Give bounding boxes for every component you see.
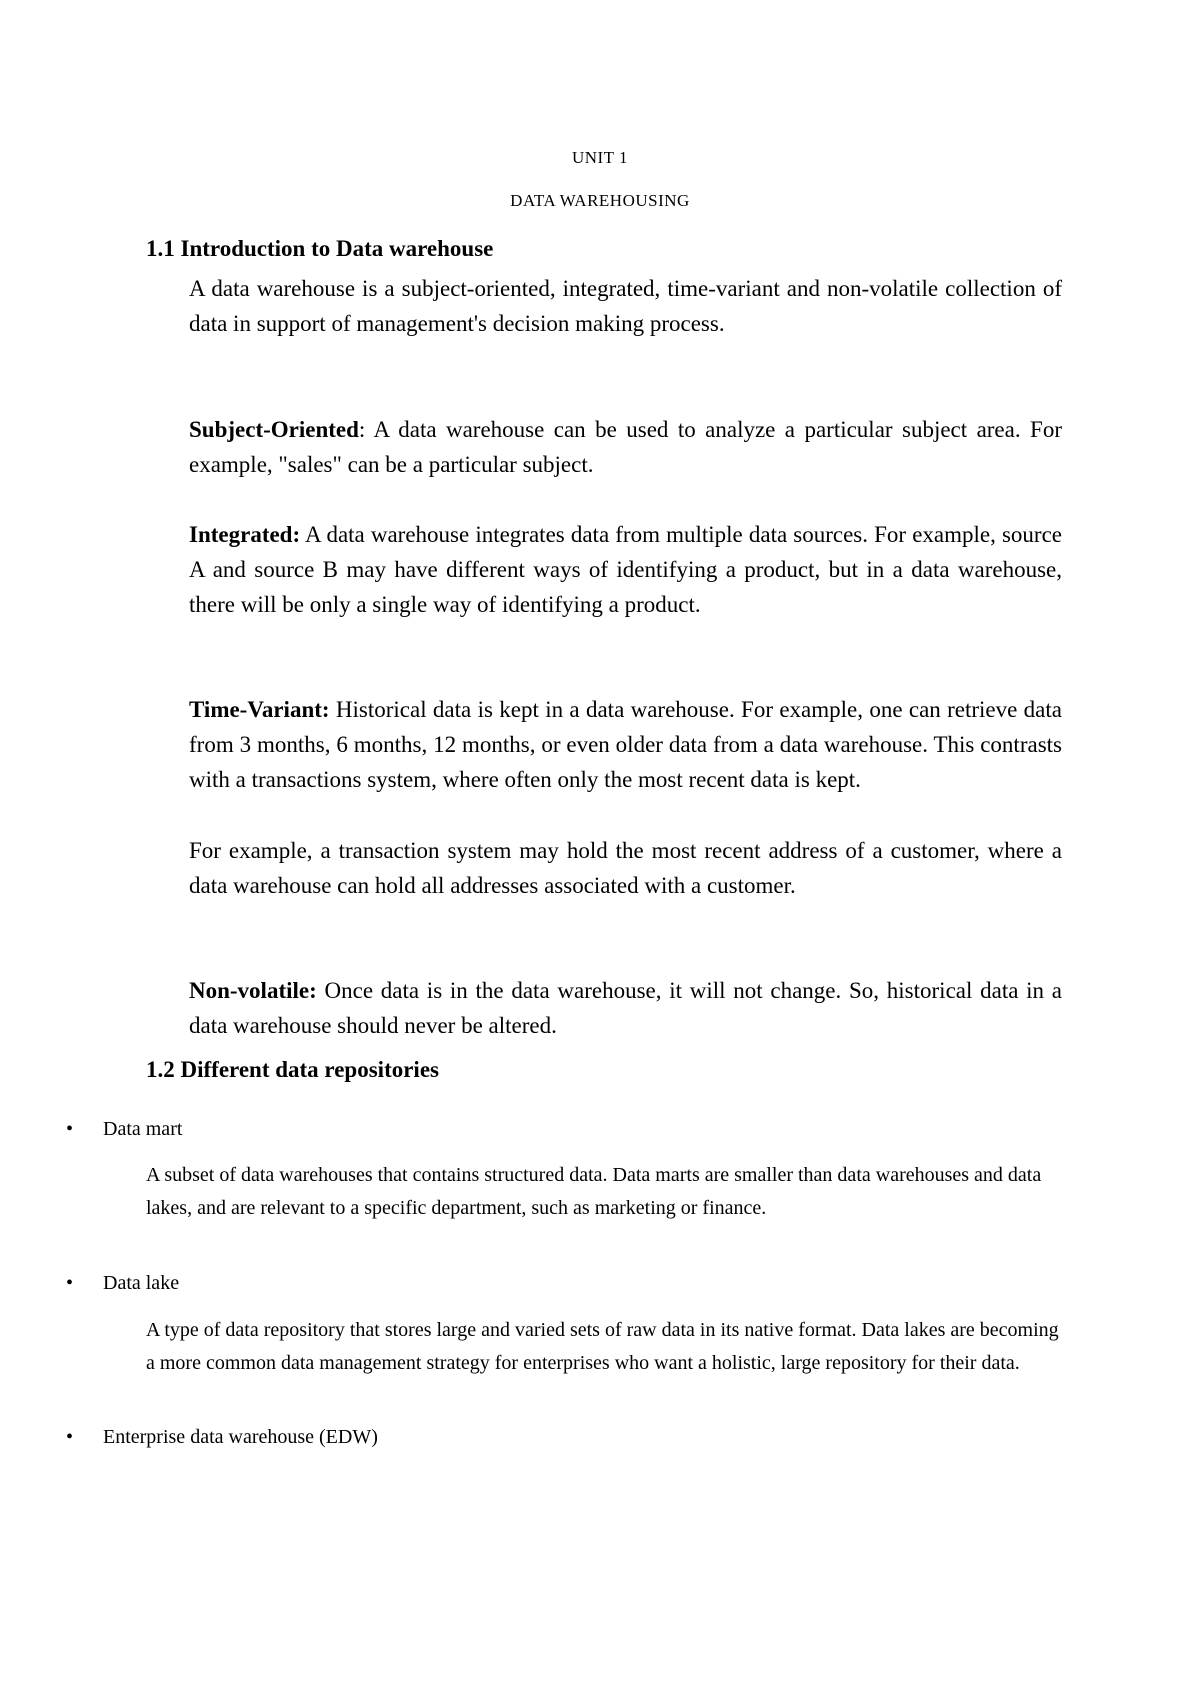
list-item-label: Data mart bbox=[103, 1118, 183, 1140]
non-volatile-term: Non-volatile: bbox=[189, 978, 317, 1003]
time-variant-text: Historical data is kept in a data warehouse. For example, one can retrieve data from 3 months, 6 months, 12 months, or even older data from a data warehouse. This contrasts with a transactions system, where often only the most recent data is kept. bbox=[189, 697, 1062, 792]
time-variant-term: Time-Variant: bbox=[189, 697, 330, 722]
non-volatile-text: Once data is in the data warehouse, it will not change. So, historical data in a data warehouse should never be altered. bbox=[189, 978, 1062, 1038]
section-heading-1-1: 1.1 Introduction to Data warehouse bbox=[146, 236, 494, 261]
list-item-label: Enterprise data warehouse (EDW) bbox=[103, 1426, 378, 1448]
bullet-icon: • bbox=[66, 1118, 74, 1140]
subject-oriented-text: : A data warehouse can be used to analyze a particular subject area. For example, "sales" can be a particular subject. bbox=[189, 417, 1062, 477]
bullet-icon: • bbox=[66, 1272, 74, 1294]
list-item-label: Data lake bbox=[103, 1272, 180, 1294]
integrated-paragraph bbox=[189, 517, 1062, 622]
section-heading-1-2: 1.2 Different data repositories bbox=[146, 1057, 439, 1082]
time-variant-example-paragraph: For example, a transaction system may hold the most recent address of a customer, where a data warehouse can hold all addresses associated with a customer. bbox=[189, 838, 1062, 898]
list-item-data-lake bbox=[66, 1266, 179, 1300]
subject-oriented-paragraph bbox=[189, 412, 1062, 482]
list-item-edw bbox=[66, 1420, 378, 1454]
time-variant-paragraph bbox=[189, 692, 1062, 797]
subject-oriented-term: Subject-Oriented bbox=[189, 417, 359, 442]
list-item-description: A subset of data warehouses that contains structured data. Data marts are smaller than data warehouses and data lakes, and are relevant to a specific department, such as marketing or finance. bbox=[146, 1164, 1042, 1219]
integrated-text: A data warehouse integrates data from multiple data sources. For example, source A and source B may have different ways of identifying a product, but in a data warehouse, there will be only a single way of identifying a product. bbox=[189, 522, 1062, 617]
unit-label: UNIT 1 bbox=[571, 148, 629, 167]
non-volatile-paragraph bbox=[189, 973, 1062, 1043]
list-item-data-mart bbox=[66, 1112, 182, 1146]
bullet-icon: • bbox=[66, 1426, 74, 1448]
document-title: DATA WAREHOUSING bbox=[510, 191, 690, 210]
list-item-description: A type of data repository that stores large and varied sets of raw data in its native format. Data lakes are becoming a more common data management strategy for enterprises who want a holistic, large repository for their data. bbox=[146, 1319, 1059, 1374]
intro-paragraph: A data warehouse is a subject-oriented, integrated, time-variant and non-volatile collection of data in support of management's decision making process. bbox=[189, 276, 1062, 336]
integrated-term: Integrated: bbox=[189, 522, 301, 547]
